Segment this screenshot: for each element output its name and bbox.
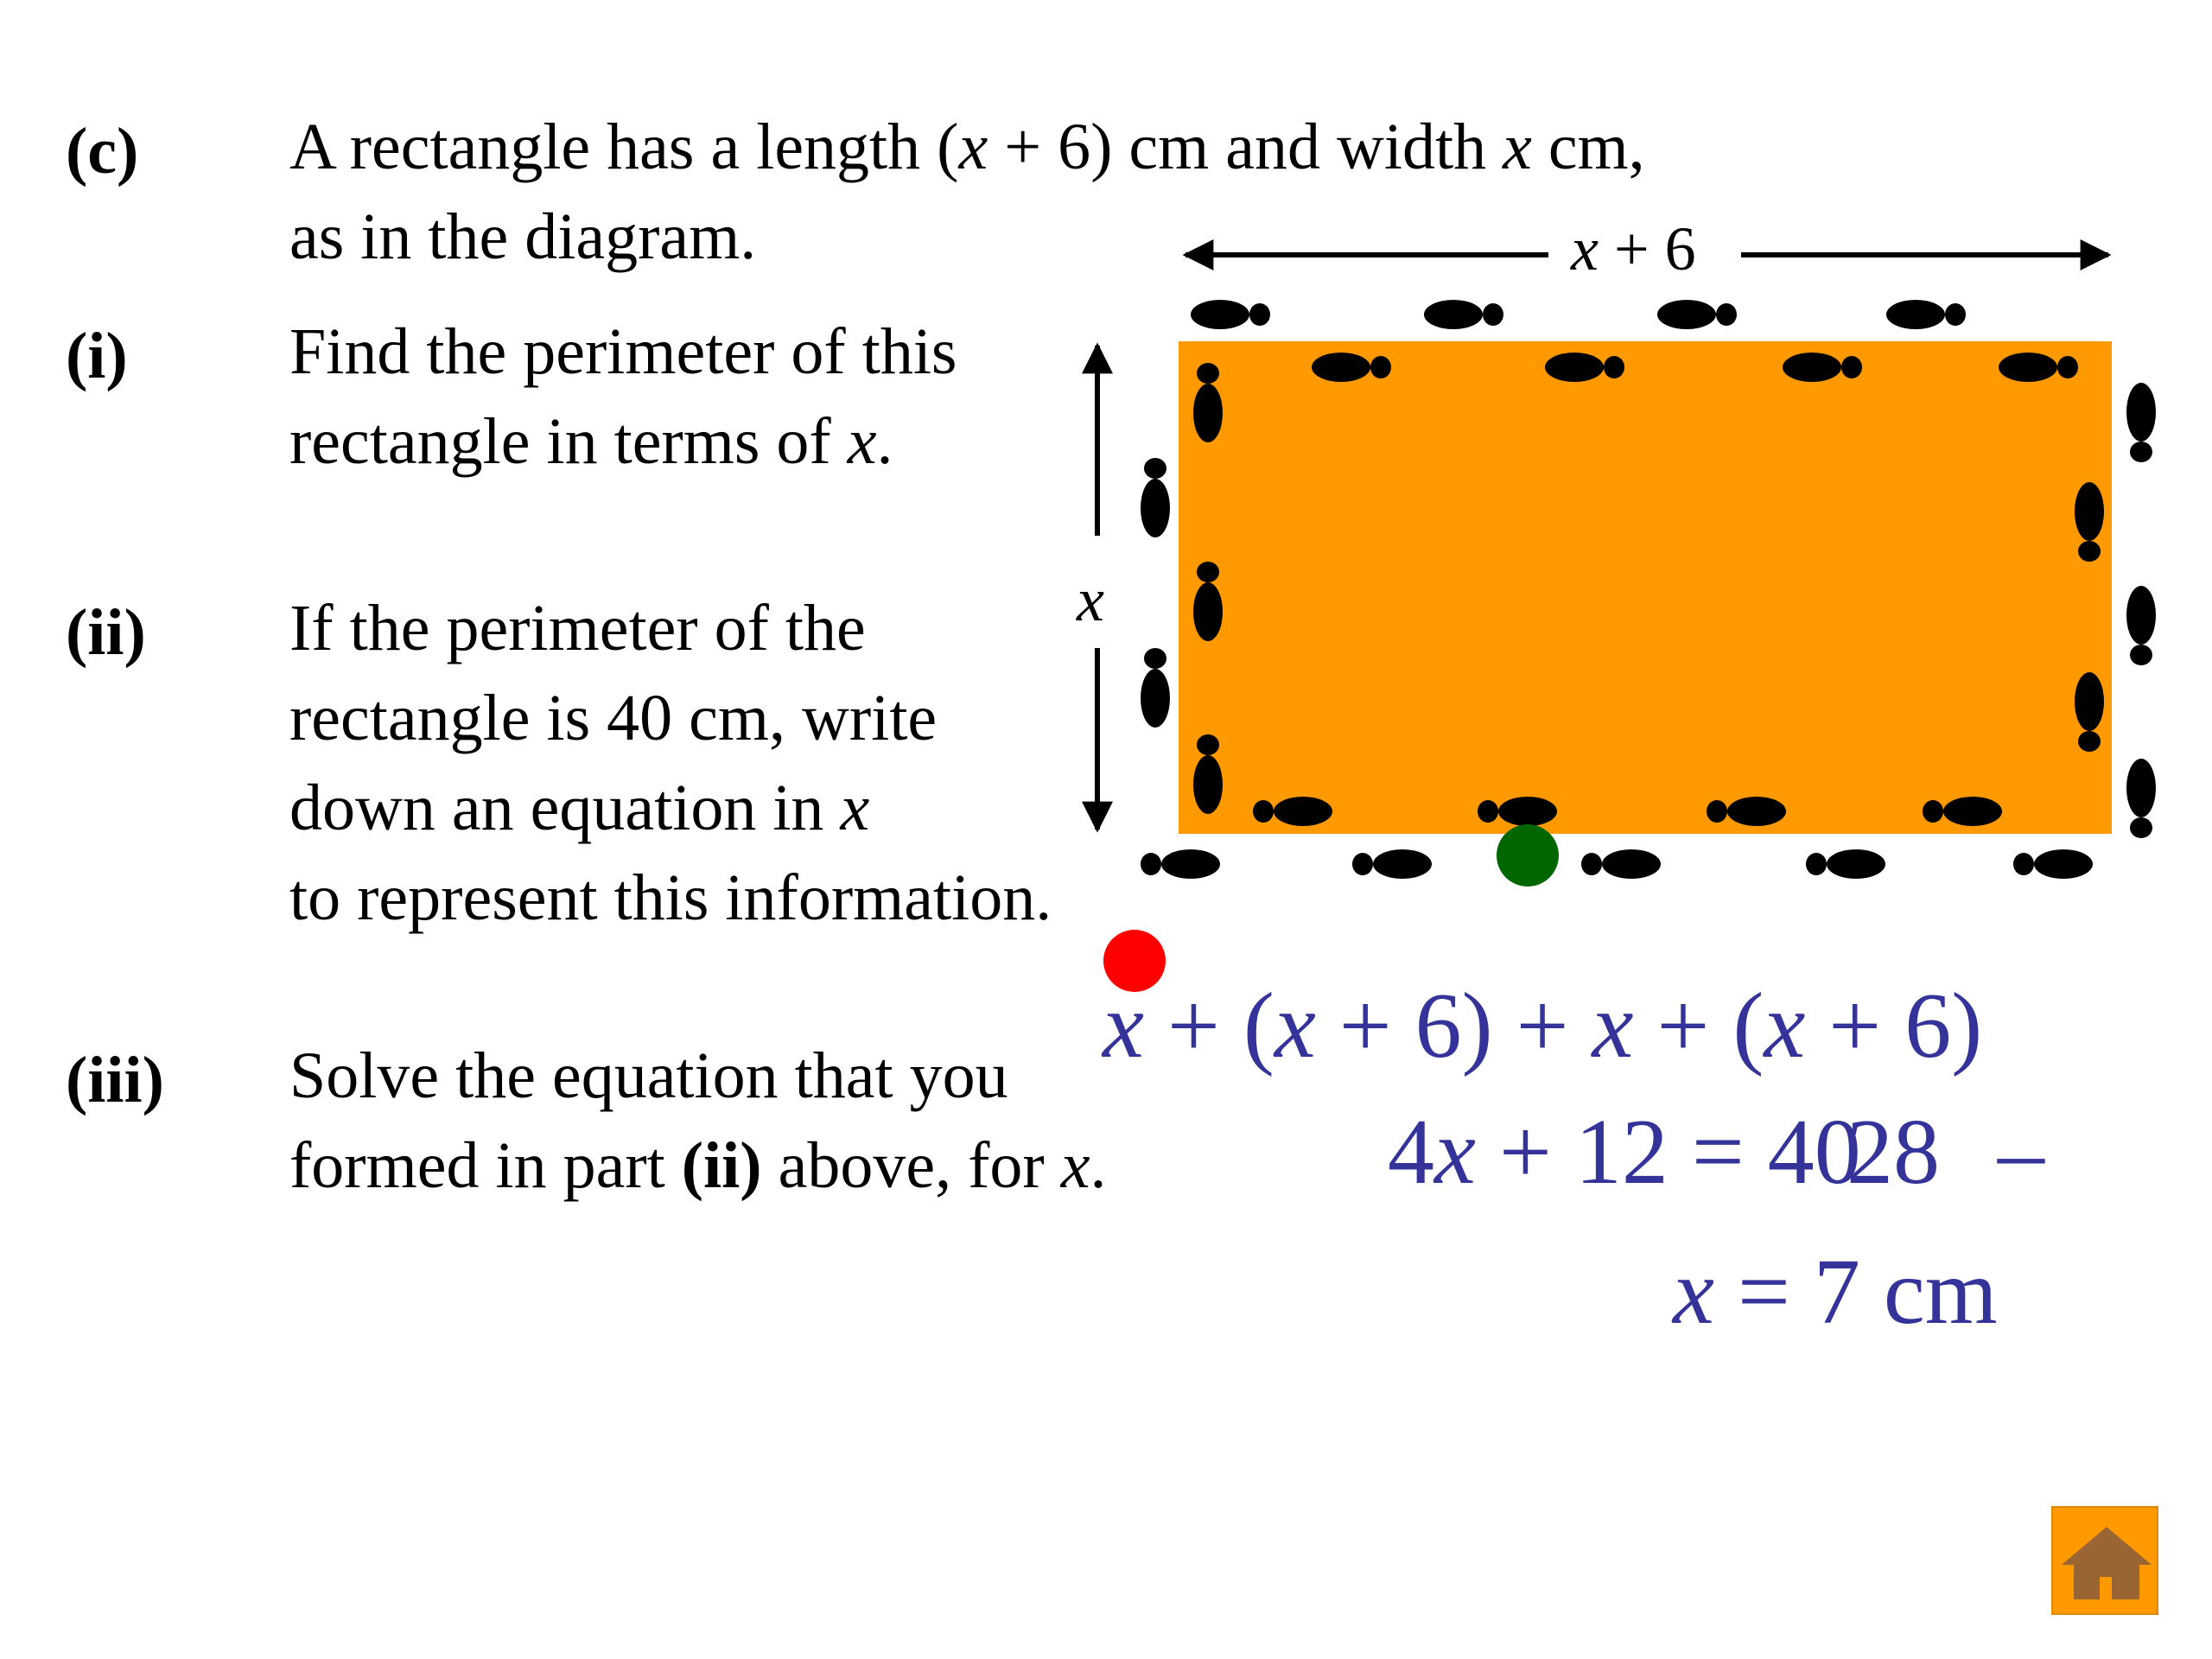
- footprint-icon: [1424, 300, 1503, 329]
- footprint-icon: [2013, 849, 2093, 879]
- footprint-icon: [1806, 849, 1885, 879]
- footprint-icon: [1352, 849, 1432, 879]
- footprint-icon: [2126, 759, 2156, 838]
- part-iii-text: Solve the equation that you formed in part (ii) above, for x.: [289, 1039, 1107, 1202]
- rectangle: [1179, 341, 2112, 834]
- footprint-icon: [1707, 797, 1786, 826]
- footprint-icon: [2075, 482, 2104, 562]
- footprint-icon: [1193, 734, 1223, 814]
- answer-line-2: 4x + 12 = 40: [1388, 1101, 1861, 1204]
- answer-line-2-minus: –: [1998, 1101, 2044, 1204]
- footprint-icon: [1783, 353, 1862, 382]
- footprint-icon: [1657, 300, 1737, 329]
- footprint-icon: [1191, 300, 1270, 329]
- footprint-icon: [1141, 458, 1170, 537]
- footprint-icon: [1478, 797, 1557, 826]
- length-label: x + 6: [1571, 214, 1696, 283]
- part-c-label: (c): [66, 115, 139, 188]
- footprint-icon: [1141, 849, 1220, 879]
- footprint-icon: [1253, 797, 1332, 826]
- footprint-icon: [1193, 562, 1223, 641]
- part-i-text: Find the perimeter of this rectangle in terms of x.: [289, 315, 957, 478]
- answer-line-1: x + (x + 6) + x + (x + 6): [1103, 975, 1983, 1077]
- walker-dot: [1497, 824, 1559, 887]
- width-label: x: [1077, 565, 1104, 634]
- part-ii-label: (ii): [66, 596, 146, 669]
- answer-line-3: x = 7 cm: [1673, 1241, 1998, 1344]
- footprint-icon: [1923, 797, 2002, 826]
- part-iii-label: (iii): [66, 1044, 164, 1116]
- footprint-icon: [1581, 849, 1661, 879]
- footprint-icon: [1141, 648, 1170, 728]
- home-icon: [2053, 1508, 2160, 1617]
- footprint-icon: [1193, 363, 1223, 442]
- footprint-icon: [2126, 586, 2156, 665]
- part-ii-text: If the perimeter of the rectangle is 40 cm, write down an equation in x to represent this information.: [289, 592, 1052, 934]
- footprint-icon: [1999, 353, 2078, 382]
- answer-line-2-overlap: 28: [1847, 1101, 1940, 1204]
- footprint-icon: [1886, 300, 1966, 329]
- footprint-icon: [2126, 383, 2156, 462]
- part-c-text: A rectangle has a length (x + 6) cm and width x cm, as in the diagram.: [289, 111, 1645, 273]
- footprint-icon: [1312, 353, 1391, 382]
- footprint-icon: [1545, 353, 1624, 382]
- part-i-label: (i): [66, 320, 128, 392]
- home-button[interactable]: [2051, 1506, 2158, 1615]
- footprint-icon: [2075, 672, 2104, 752]
